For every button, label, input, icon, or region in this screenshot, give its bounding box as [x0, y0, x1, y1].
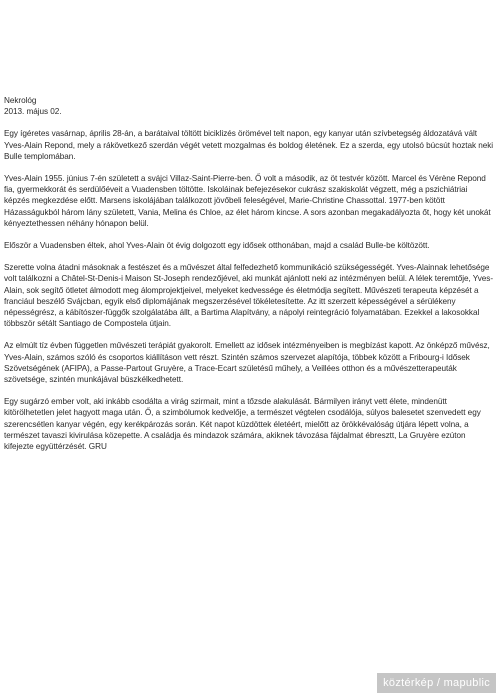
paragraph-intro: Egy ígéretes vasárnap, április 28-án, a barátaival töltött biciklizés örömével telt napon, egy kanyar után szívbetegség áldozatává vált Yves-Alain Repond, mely a rákövetkező szerdán végét vetett mozgalmas és boldog életének. Ez a szerda, egy utolsó búcsút hoztak neki Bulle templomában.: [4, 129, 494, 161]
obituary-date: 2013. május 02.: [4, 107, 62, 117]
watermark: köztérkép / mapublic: [377, 673, 496, 693]
obituary-header: [4, 95, 494, 117]
paragraph-career: Szerette volna átadni másoknak a festészet és a művészet által felfedezhető kommunikáció szükségességét. Yves-Alainnak lehetősége volt találkozni a Châtel-St-Denis-i Maison St-Joseph rendezőjével, aki munkát ajánlott neki az intézményen belül. A lélek teremtője, Yves-Alain, sok segítő ötletet álmodott meg álomprojektjeivel, melyeket kedvessége és életmódja segített. Művészeti terapeuta képzését a franciául beszélő Svájcban, egyik első diplomájának megszerzésével tökéletesítette. Az itt szerzett képességével a sérülékeny népességrész, a kábítószer-függők szolgálatába állt, a Bartima Alapítvány, a nápolyi reintegráció folyamatában. Ezekkel a lakosokkal többször sétált Santiago de Compostela útjain.: [4, 263, 493, 329]
paragraph-move: Először a Vuadensben éltek, ahol Yves-Alain öt évig dolgozott egy idősek otthonában, majd a család Bulle-be költözött.: [4, 241, 430, 251]
obituary-label: Nekrológ: [4, 96, 37, 105]
paragraph-art-therapy: Az elmúlt tíz évben független művészeti terápiát gyakorolt. Emellett az idősek intézményeiben is megbízást kapott. Az önképző művész, Yves-Alain, számos szóló és csoportos kiállításon vett részt. Szintén számos szervezet alapítója, többek között a Fribourg-i Idősek Szövetségének (AFIPA), a Passe-Partout Gruyère, a Trace-Ecart születésű műhely, a Veillées otthon és a művészetterapeuták szövetsége, szintén munkájával büszkélkedhetett.: [4, 341, 490, 385]
obituary-document: [4, 95, 494, 463]
paragraph-biography: Yves-Alain 1955. június 7-én született a svájci Villaz-Saint-Pierre-ben. Ő volt a második, az öt testvér között. Marcel és Vérène Repond fia, gyermekkorát és serdülőéveit a Vuadensben töltötte. Iskoláinak befejezésekor cukrász szakiskolát végzett, még a pszichiátriai képzés megkezdése előtt. Marsens iskolájában találkozott jövőbeli feleségével, Marie-Christine Chassottal. 1977-ben kötött Házasságukból három lány született, Vania, Melina és Chloe, az élet három kincse. A sors azonban megakadályozta őt, hogy két unokát kényeztethessen néhány hónapon belül.: [4, 174, 491, 228]
paragraph-closing: Egy sugárzó ember volt, aki inkább csodálta a virág szirmait, mint a tőzsde alakulását. Bármilyen irányt vett élete, mindenütt kitörölhetetlen jelet hagyott maga után. Ő, a szimbólumok kedvelője, a természet végtelen csodálója, súlyos balesetet szenvedett egy szerencsétlen kanyar végén, egy kerékpározás során. Két napot küzdöttek életéért, mielőtt az örökkévalóság útjára lépett volna, a természet tavaszi kivirulása közepette. A családja és mindazok számára, akiknek távozása fájdalmat ébresztt, La Gruyère ezúton kifejezte együttérzését. GRU: [4, 397, 481, 452]
